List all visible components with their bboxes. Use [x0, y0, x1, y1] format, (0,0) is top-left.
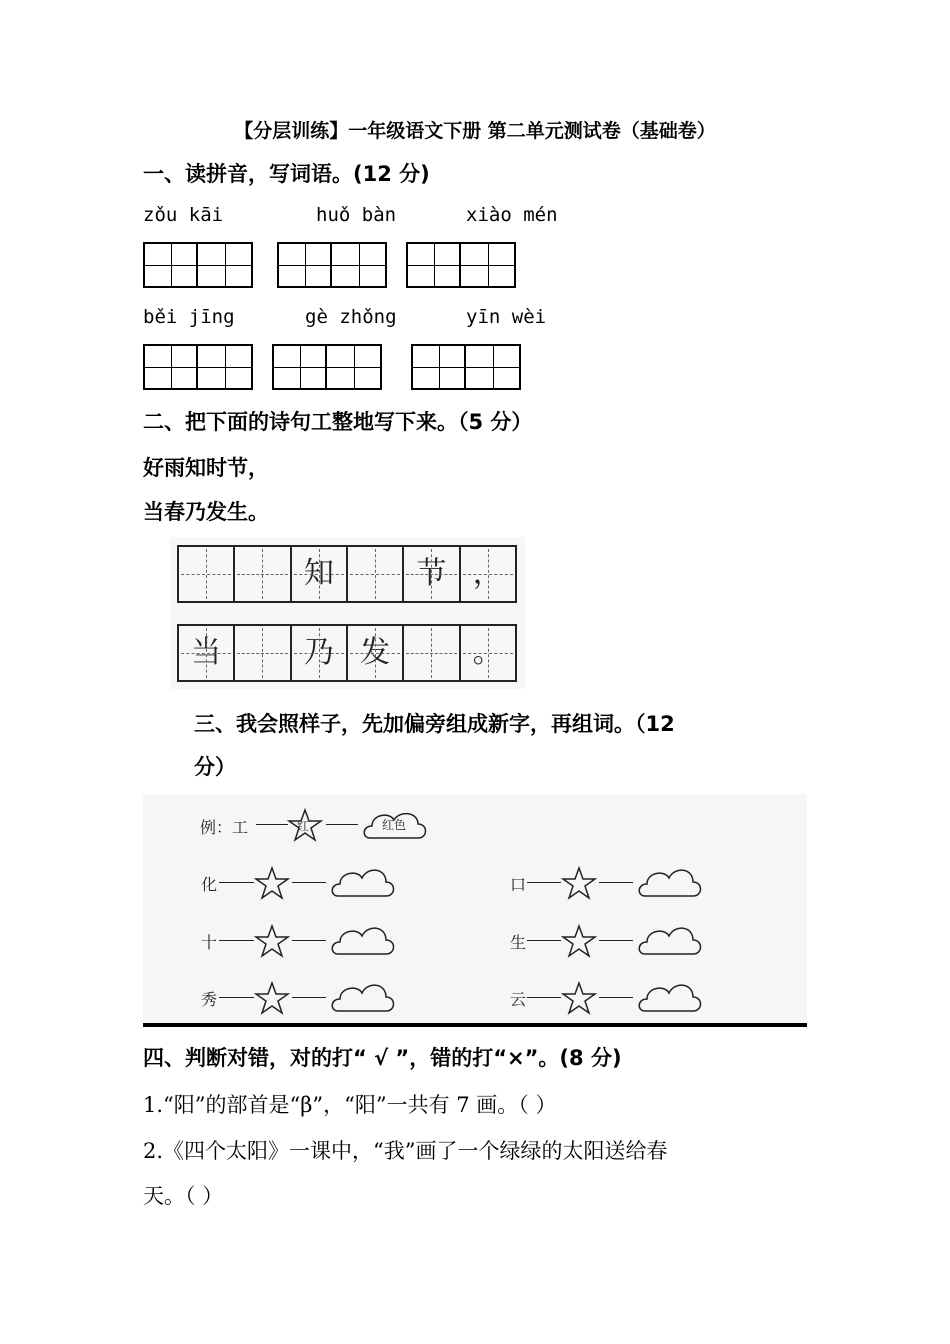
poem-cell [348, 547, 404, 601]
cloud-icon[interactable] [635, 862, 705, 900]
poem-cell [235, 547, 291, 601]
cloud-icon[interactable] [635, 920, 705, 958]
question-2-cont: 天。（ ） [143, 1184, 224, 1208]
connector-line [292, 882, 326, 883]
connector-line [599, 997, 633, 998]
connector-line [599, 882, 633, 883]
poem-cell [235, 626, 291, 680]
pinyin-5: gè zhǒng [305, 306, 397, 328]
poem-cell: 乃 [292, 626, 348, 680]
example-label: 例：工 [200, 818, 249, 837]
connector-line [326, 824, 358, 825]
poem-line-1: 好雨知时节， [143, 456, 269, 480]
connector-line [219, 997, 254, 998]
right-item-3: 云 [510, 990, 527, 1009]
writing-grid-4[interactable] [143, 344, 253, 390]
right-item-1: 口 [510, 875, 527, 894]
star-icon[interactable] [561, 866, 597, 900]
pinyin-2: huǒ bàn [316, 204, 397, 226]
poem-cell: 知 [292, 547, 348, 601]
cloud-icon[interactable] [635, 977, 705, 1015]
section1-heading: 一、读拼音，写词语。(12 分) [143, 162, 430, 186]
poem-grid-row-2[interactable] [177, 624, 517, 682]
writing-grid-2[interactable] [277, 242, 387, 288]
section3-heading: 三、我会照样子，先加偏旁组成新字，再组词。（12 [194, 712, 675, 736]
connector-line [527, 882, 561, 883]
star-icon[interactable] [561, 924, 597, 958]
writing-grid-6[interactable] [411, 344, 521, 390]
connector-line [527, 997, 561, 998]
cloud-icon[interactable] [328, 920, 398, 958]
pinyin-3: xiào mén [466, 204, 558, 226]
pinyin-6: yīn wèi [466, 306, 547, 328]
connector-line [256, 824, 288, 825]
poem-cell [179, 547, 235, 601]
example-star-char: 红 [297, 819, 310, 833]
connector-line [219, 882, 254, 883]
connector-line [219, 940, 254, 941]
poem-cell: 发 [348, 626, 404, 680]
section-divider [143, 1023, 807, 1027]
section3-heading-cont: 分） [194, 755, 236, 779]
left-item-3: 秀 [201, 990, 218, 1009]
cloud-icon[interactable] [328, 977, 398, 1015]
right-item-2: 生 [510, 933, 527, 952]
writing-grid-3[interactable] [406, 242, 516, 288]
star-icon[interactable] [254, 924, 290, 958]
connector-line [527, 940, 561, 941]
poem-cell: 当 [179, 626, 235, 680]
poem-line-2: 当春乃发生。 [143, 500, 269, 524]
section2-heading: 二、把下面的诗句工整地写下来。（5 分） [143, 410, 533, 434]
poem-grid-row-1[interactable] [177, 545, 517, 603]
star-icon[interactable] [561, 981, 597, 1015]
writing-grid-1[interactable] [143, 242, 253, 288]
star-icon[interactable] [254, 866, 290, 900]
pinyin-1: zǒu kāi [143, 204, 224, 226]
pinyin-4: běi jīng [143, 306, 235, 328]
example-cloud-text: 红色 [382, 818, 407, 832]
left-item-2: 十 [201, 933, 218, 952]
connector-line [599, 940, 633, 941]
connector-line [292, 997, 326, 998]
question-1: 1.“阳”的部首是“β”，“阳”一共有 7 画。（ ） [143, 1093, 557, 1117]
poem-cell: 。 [461, 626, 515, 680]
poem-cell: ， [461, 547, 515, 601]
poem-cell: 节 [404, 547, 460, 601]
poem-cell [404, 626, 460, 680]
connector-line [292, 940, 326, 941]
star-icon[interactable] [254, 981, 290, 1015]
question-2: 2.《四个太阳》一课中，“我”画了一个绿绿的太阳送给春 [143, 1139, 668, 1163]
cloud-icon[interactable] [328, 862, 398, 900]
writing-grid-5[interactable] [272, 344, 382, 390]
left-item-1: 化 [201, 875, 218, 894]
page-title: 【分层训练】一年级语文下册 第二单元测试卷（基础卷） [234, 120, 716, 142]
section4-heading: 四、判断对错，对的打“ √ ”，错的打“×”。(8 分) [143, 1046, 622, 1070]
